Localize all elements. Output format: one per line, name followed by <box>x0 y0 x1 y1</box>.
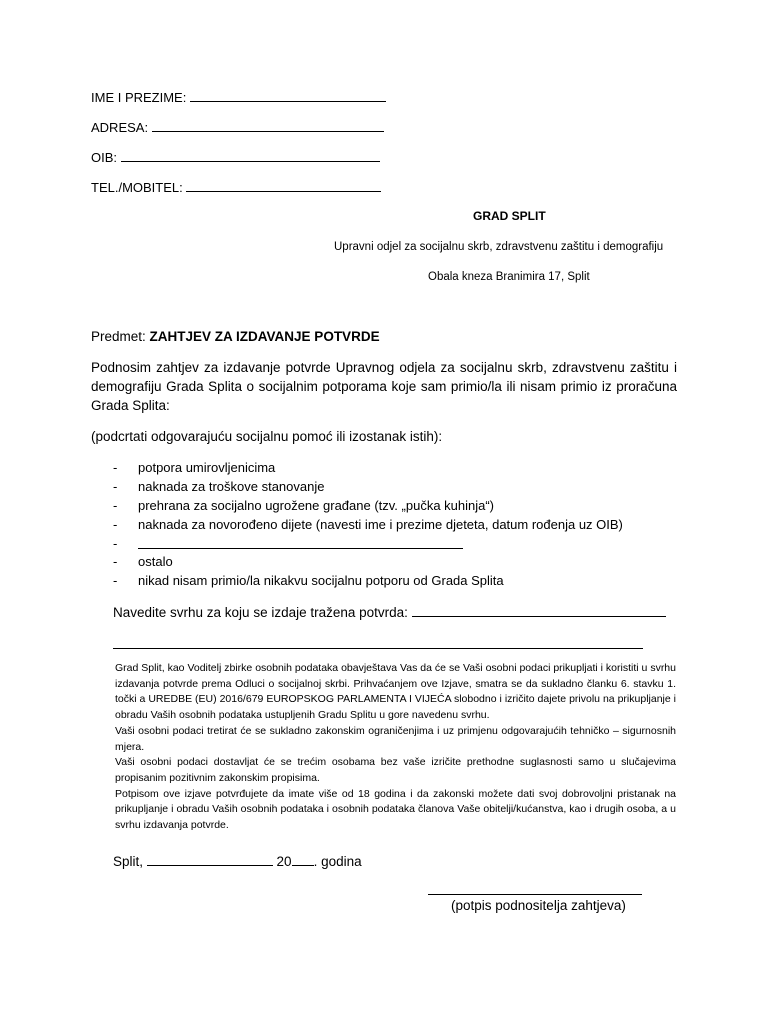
privacy-paragraph-3: Vaši osobni podaci dostavljat će se trećim osobama bez vaše izričite prethodne suglasnosti samo u slučajevima propisanim pozitivnim zakonskim propisima. <box>115 756 676 784</box>
newborn-details-line[interactable] <box>138 534 463 549</box>
year-line[interactable] <box>292 851 314 866</box>
request-paragraph: Podnosim zahtjev za izdavanje potvrde Upravnog odjela za socijalnu skrb, zdravstvenu zaštitu i demografiju Grada Splita o socijalnim potporama koje sam primio/la ili nisam primio iz proračuna Grada Splita: <box>91 360 677 413</box>
year-prefix: 20 <box>276 854 292 869</box>
oib-label: OIB: <box>91 150 118 165</box>
option-newborn[interactable]: - naknada za novorođeno dijete (navesti ime i prezime djeteta, datum rođenja uz OIB) <box>113 515 623 534</box>
signature-label: (potpis podnositelja zahtjeva) <box>451 898 626 913</box>
phone-field[interactable] <box>91 178 381 195</box>
oib-field[interactable] <box>91 148 380 165</box>
recipient-address: Obala kneza Branimira 17, Split <box>428 271 590 283</box>
recipient-name: GRAD SPLIT <box>473 209 546 223</box>
signature-line[interactable] <box>428 880 642 895</box>
subject-label: Predmet: <box>91 329 146 344</box>
place-label: Split, <box>113 854 144 869</box>
address-label: ADRESA: <box>91 120 149 135</box>
name-line[interactable] <box>190 88 386 102</box>
privacy-notice <box>115 661 676 834</box>
newborn-details-line-row[interactable] <box>113 534 623 552</box>
oib-line[interactable] <box>121 148 380 162</box>
option-other[interactable]: - ostalo <box>113 552 623 571</box>
instruction-text: (podcrtati odgovarajuću socijalnu pomoć ili izostanak istih): <box>91 429 443 444</box>
recipient-department: Upravni odjel za socijalnu skrb, zdravstvenu zaštitu i demografiju <box>334 241 664 253</box>
option-housing-costs[interactable]: - naknada za troškove stanovanje <box>113 477 623 496</box>
date-field[interactable] <box>113 851 362 869</box>
subject-title: ZAHTJEV ZA IZDAVANJE POTVRDE <box>149 329 380 344</box>
purpose-label: Navedite svrhu za koju se izdaje tražena potvrda: <box>113 605 408 620</box>
option-none[interactable]: - nikad nisam primio/la nikakvu socijalnu potporu od Grada Splita <box>113 571 623 590</box>
option-pensioners[interactable]: - potpora umirovljenicima <box>113 458 623 477</box>
address-field[interactable] <box>91 118 384 135</box>
purpose-line[interactable] <box>412 602 666 617</box>
purpose-field[interactable] <box>113 602 666 620</box>
subject-line <box>91 329 380 344</box>
option-food-aid[interactable]: - prehrana za socijalno ugrožene građane (tzv. „pučka kuhinja“) <box>113 496 623 515</box>
address-line[interactable] <box>152 118 384 132</box>
date-line[interactable] <box>147 851 273 866</box>
options-list <box>113 458 623 590</box>
privacy-paragraph-4: Potpisom ove izjave potvrđujete da imate više od 18 godina i da zakonski možete dati svoj dobrovoljni pristanak na prikupljanje i obradu Vaših osobnih podataka i osobnih podataka članova Vaše obitelji/kućanstva, kao i drugih osoba, a u svrhu izdavanja potvrde. <box>115 787 676 832</box>
name-field[interactable] <box>91 88 386 105</box>
year-suffix: . godina <box>313 854 362 869</box>
phone-label: TEL./MOBITEL: <box>91 180 183 195</box>
name-label: IME I PREZIME: <box>91 90 187 105</box>
privacy-paragraph-2: Vaši osobni podaci tretirat će se sukladno zakonskim ograničenjima i uz primjenu odgovarajućih tehničko – sigurnosnih mjera. <box>115 724 676 753</box>
privacy-paragraph-1: Grad Split, kao Voditelj zbirke osobnih podataka obavještava Vas da će se Vaši osobni podaci prikupljati i koristiti u svrhu izdavanja potvrde prema Odluci o socijalnoj skrbi. Prihvaćanjem ove Izjave, smatra se da sukladno članku 6. stavku 1. točki a UREDBE (EU) 2016/679 EUROPSKOG PARLAMENTA I VIJEĆA slobodno i izričito dajete privolu na prikupljanje i obradu Vaših osobnih podataka ustupljenih Gradu Splitu u gore navedenu svrhu. <box>115 662 676 722</box>
purpose-line-2[interactable] <box>113 634 643 649</box>
phone-line[interactable] <box>186 178 381 192</box>
